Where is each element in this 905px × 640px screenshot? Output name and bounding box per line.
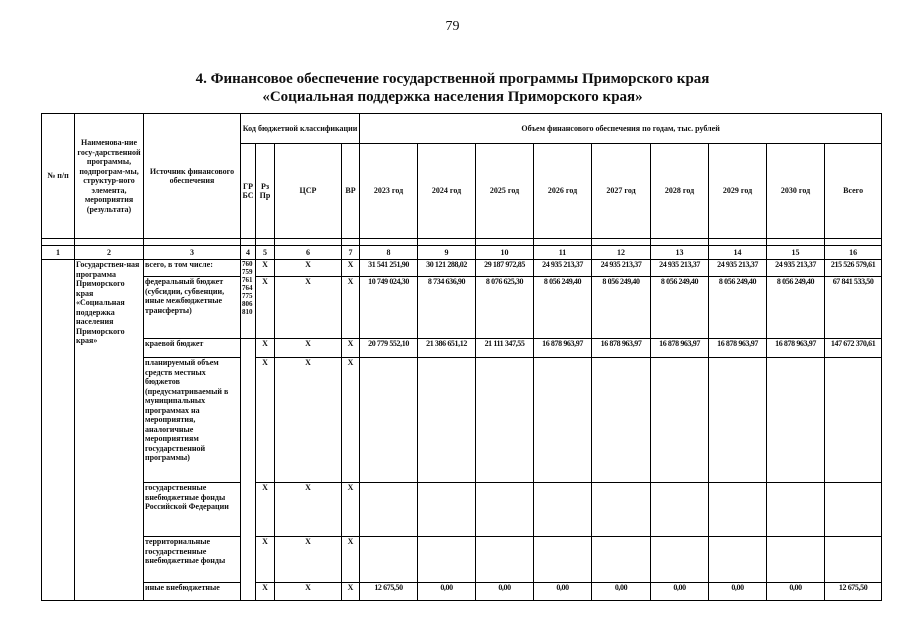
title-line-2: «Социальная поддержка населения Приморского края» [262,89,643,105]
table-row [42,483,882,537]
source-cell: федеральный бюджет (субсидии, субвенции, иные межбюджетные трансферты) [144,277,241,339]
vr-cell: X [342,277,360,339]
value-cell [476,358,534,483]
col-number: 1 [42,246,75,260]
total-cell [825,483,882,537]
value-cell [709,537,767,583]
value-cell: 0,00 [476,583,534,601]
value-cell: 16 878 963,97 [534,339,592,358]
value-cell [418,537,476,583]
col-number: 10 [476,246,534,260]
header-year: 2024 год [418,144,476,239]
header-csr: ЦСР [275,144,342,239]
rzpr-cell: X [256,537,275,583]
value-cell: 16 878 963,97 [592,339,651,358]
value-cell [651,358,709,483]
value-cell: 12 675,50 [360,583,418,601]
value-cell: 8 734 636,90 [418,277,476,339]
vr-cell: X [342,339,360,358]
table-row [42,358,882,483]
source-cell: государственные внебюджетные фонды Российской Федерации [144,483,241,537]
source-cell: всего, в том числе: [144,260,241,277]
table-row [42,339,882,358]
col-number: 14 [709,246,767,260]
value-cell: 30 121 288,02 [418,260,476,277]
value-cell [476,483,534,537]
source-cell: иные внебюджетные [144,583,241,601]
value-cell: 8 056 249,40 [767,277,825,339]
col-number: 13 [651,246,709,260]
value-cell: 8 076 625,30 [476,277,534,339]
page-number: 79 [445,19,460,34]
value-cell: 8 056 249,40 [592,277,651,339]
value-cell [592,537,651,583]
title-line-1: 4. Финансовое обеспечение государственной программы Приморского края [195,71,710,87]
value-cell: 0,00 [651,583,709,601]
value-cell [534,537,592,583]
header-rzpr: Рз Пр [256,144,275,239]
value-cell: 10 749 024,30 [360,277,418,339]
value-cell [534,483,592,537]
rzpr-cell: X [256,358,275,483]
value-cell: 16 878 963,97 [651,339,709,358]
vr-cell: X [342,537,360,583]
header-source: Источник финансового обеспечения [144,114,241,239]
header-vr: ВР [342,144,360,239]
program-name: Государствен-ная программа Приморского края «Социальная поддержка населения Приморского края» [75,260,144,601]
value-cell [476,537,534,583]
header-year: 2029 год [709,144,767,239]
value-cell [592,483,651,537]
col-number: 8 [360,246,418,260]
column-numbers-row [42,246,882,260]
header-row-1 [42,114,882,144]
value-cell: 0,00 [592,583,651,601]
value-cell [651,483,709,537]
col-number: 15 [767,246,825,260]
spacer-row [42,239,882,246]
header-year: 2026 год [534,144,592,239]
grbs-empty-cell [241,339,256,601]
source-cell: территориальные государственные внебюджетные фонды [144,537,241,583]
header-name: Наименова-ние госу-дарственной программы, подпрограм-мы, структур-ного элемента, мероприятия (результата) [75,114,144,239]
value-cell [360,358,418,483]
value-cell: 24 935 213,37 [534,260,592,277]
source-cell: планируемый объем средств местных бюджетов (предусматриваемый в муниципальных программах на мероприятия, аналогичные мероприятиям государственной программы) [144,358,241,483]
header-budget-code: Код бюджетной классификации [241,114,360,144]
value-cell [418,358,476,483]
value-cell: 29 187 972,85 [476,260,534,277]
rzpr-cell: X [256,483,275,537]
col-number: 3 [144,246,241,260]
value-cell [767,537,825,583]
value-cell: 0,00 [767,583,825,601]
value-cell [418,483,476,537]
value-cell: 24 935 213,37 [651,260,709,277]
rzpr-cell: X [256,260,275,277]
header-num: № п/п [42,114,75,239]
value-cell [534,358,592,483]
header-total: Всего [825,144,882,239]
vr-cell: X [342,260,360,277]
vr-cell: X [342,358,360,483]
value-cell [592,358,651,483]
csr-cell: X [275,358,342,483]
col-number: 4 [241,246,256,260]
csr-cell: X [275,277,342,339]
total-cell: 12 675,50 [825,583,882,601]
total-cell: 67 841 533,50 [825,277,882,339]
financing-table [41,113,882,601]
rzpr-cell: X [256,277,275,339]
rzpr-cell: X [256,339,275,358]
grbs-codes: 760 759 761 764 775 806 810 [241,260,256,339]
value-cell: 21 111 347,55 [476,339,534,358]
source-cell: краевой бюджет [144,339,241,358]
value-cell [651,537,709,583]
csr-cell: X [275,537,342,583]
value-cell [767,358,825,483]
csr-cell: X [275,339,342,358]
total-cell: 147 672 370,61 [825,339,882,358]
table-row [42,277,882,339]
value-cell [709,483,767,537]
col-number: 12 [592,246,651,260]
header-year: 2028 год [651,144,709,239]
value-cell: 24 935 213,37 [592,260,651,277]
col-number: 2 [75,246,144,260]
table-row [42,583,882,601]
value-cell: 16 878 963,97 [767,339,825,358]
vr-cell: X [342,583,360,601]
csr-cell: X [275,260,342,277]
value-cell: 31 541 251,90 [360,260,418,277]
col-number: 7 [342,246,360,260]
row-number-cell [42,260,75,601]
header-year: 2030 год [767,144,825,239]
table-row [42,260,882,277]
value-cell: 21 386 651,12 [418,339,476,358]
value-cell: 24 935 213,37 [709,260,767,277]
document-title [0,70,905,106]
value-cell: 24 935 213,37 [767,260,825,277]
value-cell [360,483,418,537]
value-cell: 0,00 [534,583,592,601]
total-cell [825,358,882,483]
value-cell [360,537,418,583]
col-number: 9 [418,246,476,260]
header-grbs: ГР БС [241,144,256,239]
rzpr-cell: X [256,583,275,601]
total-cell [825,537,882,583]
col-number: 11 [534,246,592,260]
value-cell: 20 779 552,10 [360,339,418,358]
col-number: 5 [256,246,275,260]
value-cell: 16 878 963,97 [709,339,767,358]
value-cell [767,483,825,537]
total-cell: 215 526 579,61 [825,260,882,277]
col-number: 6 [275,246,342,260]
value-cell [709,358,767,483]
header-year: 2027 год [592,144,651,239]
vr-cell: X [342,483,360,537]
value-cell: 8 056 249,40 [709,277,767,339]
csr-cell: X [275,483,342,537]
table-row [42,537,882,583]
header-year: 2025 год [476,144,534,239]
value-cell: 0,00 [709,583,767,601]
value-cell: 0,00 [418,583,476,601]
header-year: 2023 год [360,144,418,239]
value-cell: 8 056 249,40 [534,277,592,339]
csr-cell: X [275,583,342,601]
value-cell: 8 056 249,40 [651,277,709,339]
header-funding: Объем финансового обеспечения по годам, тыс. рублей [360,114,882,144]
col-number: 16 [825,246,882,260]
